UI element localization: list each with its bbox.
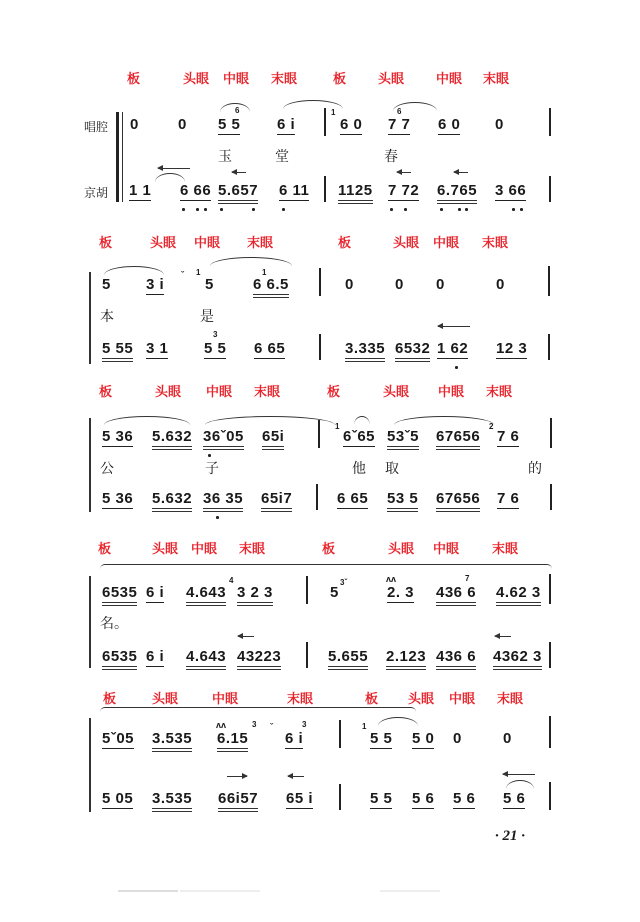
bowing-arrow-left [158,168,190,169]
beat-label: 末眼 [482,236,509,251]
grace-note: 1 [335,422,340,431]
vocal-note: 7 6 [497,428,520,445]
vocal-note: 3 i [146,276,165,293]
slur [155,173,185,182]
slur [354,416,370,425]
lyric: 玉 [218,149,232,165]
vocal-note: 65i [262,428,284,450]
beat-label: 板 [98,542,112,557]
low-octave-dot [390,208,393,211]
beat-label: 板 [327,385,341,400]
jinghu-note: 6535 [102,648,137,670]
grace-note: 2 [489,422,494,431]
beat-label: 中眼 [206,385,233,400]
scan-artifact [380,890,440,892]
beat-label: 中眼 [433,236,460,251]
low-octave-dot [182,208,185,211]
slur [210,257,292,266]
beat-label: 末眼 [492,542,519,557]
jinghu-note: 12 3 [496,340,528,357]
lyric: 名。 [100,616,128,632]
vocal-note: 5 [330,584,339,601]
jinghu-note: 5 55 [102,340,133,362]
lyric: 的 [528,461,542,477]
bowing-arrow-left [503,774,535,775]
jinghu-note: 5 6 [412,790,435,807]
grace-note: 1 [331,108,336,117]
jinghu-note: 4362 3 [493,648,542,670]
breath-mark: ˇ [181,270,184,280]
vocal-note: 67656 [436,428,480,450]
jinghu-note: 66i57 [218,790,258,812]
barline [549,108,551,136]
beat-label: 头眼 [152,692,179,707]
beat-label: 头眼 [155,385,182,400]
beat-labels-system-5 [0,688,640,706]
bowing-arrow-right [227,776,247,777]
low-octave-dot [282,208,285,211]
grace-note: 1 [196,268,201,277]
jinghu-staff-system-4 [0,648,640,672]
low-octave-dot [404,208,407,211]
vocal-note: 5 [102,276,111,293]
jinghu-note: 65i7 [261,490,292,512]
long-slur [100,564,552,569]
barline [306,576,308,604]
beat-label: 头眼 [383,385,410,400]
grace-note: 7 [465,574,470,583]
vocal-note: 0 [345,276,354,293]
beat-label: 末眼 [486,385,513,400]
jinghu-note: 6.765 [437,182,477,204]
lyric: 本 [100,309,114,325]
barline [339,784,341,810]
bowing-arrow-left [238,636,254,637]
vocal-note: 4.643 [186,584,226,606]
beat-label: 末眼 [483,72,510,87]
grace-note: 3 [213,330,218,339]
vocal-note: 6 i [285,730,304,747]
grace-note: 1 [262,268,267,277]
lyric: 公 [100,461,114,477]
bowing-arrow-left [397,172,411,173]
vocal-note: 6 i [146,584,165,601]
beat-label: 板 [99,236,113,251]
vocal-note: 53ˇ5 [387,428,419,450]
barline [324,176,326,202]
jinghu-note: 6 11 [279,182,310,199]
beat-label: 中眼 [212,692,239,707]
beat-label: 末眼 [287,692,314,707]
jinghu-note: 5 6 [503,790,526,807]
bowing-arrow-left [495,636,511,637]
vocal-note: 5 5 [218,116,241,133]
barline [550,418,552,448]
low-octave-dot [204,208,207,211]
jinghu-note: 5 5 [204,340,227,357]
tremolo-mark: ʌʌ [216,720,227,730]
beat-label: 末眼 [497,692,524,707]
jinghu-note: 6532 [395,340,430,362]
jinghu-note: 5 05 [102,790,134,807]
jinghu-note: 1 62 [437,340,469,357]
barline [319,268,321,296]
grace-note: 3 [302,720,307,729]
vocal-note: 2. 3 [387,584,415,601]
vocal-note: 5 [205,276,214,293]
lyric: 春 [384,149,398,165]
vocal-note: 6.15 [217,730,248,752]
barline [318,420,320,448]
low-octave-dot [458,208,461,211]
beat-labels-system-1 [0,68,640,86]
jinghu-note: 2.123 [386,648,426,670]
jinghu-note: 5 5 [370,790,393,807]
vocal-note: 5ˇ05 [102,730,135,747]
jinghu-note: 6 65 [337,490,369,507]
grace-note: 6 [235,106,240,115]
barline [316,484,318,510]
vocal-note: 3.535 [152,730,192,752]
lyric: 他 [352,461,366,477]
vocal-staff-system-3 [0,422,640,452]
vocal-note: 0 [496,276,505,293]
barline [549,782,551,810]
page-number: · 21 · [495,828,525,844]
jinghu-note: 5.655 [328,648,368,670]
beat-label: 中眼 [438,385,465,400]
slur [205,416,335,425]
long-slur [100,707,416,712]
jinghu-note: 3 66 [495,182,527,199]
jinghu-note: 3.335 [345,340,385,362]
slur [378,717,418,726]
beat-label: 头眼 [388,542,415,557]
jinghu-note: 36 35 [203,490,243,512]
vocal-note: 6 0 [340,116,363,133]
beat-label: 中眼 [194,236,221,251]
beat-label: 板 [338,236,352,251]
beat-label: 板 [127,72,141,87]
vocal-note: 0 [495,116,504,133]
scan-artifact [180,890,260,892]
jinghu-note: 5 6 [453,790,476,807]
low-octave-dot [520,208,523,211]
barline [549,716,551,748]
tremolo-mark: ʌʌ [386,574,397,584]
low-octave-dot [220,208,223,211]
jinghu-note: 7 72 [388,182,420,199]
bowing-arrow-left [288,776,304,777]
vocal-note: 0 [395,276,404,293]
beat-label: 中眼 [433,542,460,557]
vocal-note: 6535 [102,584,137,606]
barline [550,484,552,510]
slur [394,416,494,425]
beat-label: 板 [322,542,336,557]
jinghu-staff-system-1 [0,182,640,206]
vocal-note: 3 2 3 [237,584,273,606]
breath-mark: ˇ [270,722,273,732]
jinghu-note: 3.535 [152,790,192,812]
beat-labels-system-4 [0,538,640,556]
vocal-staff-system-5 [0,720,640,754]
beat-label: 头眼 [152,542,179,557]
grace-note: 3 [252,720,257,729]
scan-artifact [118,890,178,892]
vocal-note: 0 [503,730,512,747]
beat-label: 中眼 [436,72,463,87]
beat-label: 头眼 [393,236,420,251]
barline [324,108,326,136]
beat-label: 中眼 [449,692,476,707]
barline [319,334,321,360]
jinghu-staff-system-3 [0,490,640,514]
beat-label: 板 [99,385,113,400]
jinghu-note: 7 6 [497,490,520,507]
jinghu-note: 6 65 [254,340,286,357]
beat-label: 头眼 [378,72,405,87]
jinghu-note: 6 66 [180,182,212,199]
beat-label: 中眼 [191,542,218,557]
vocal-note: 7 7 [388,116,411,133]
vocal-staff-system-1 [0,106,640,140]
slur [104,266,164,275]
beat-label: 板 [103,692,117,707]
lyric: 是 [200,309,214,325]
low-octave-dot [455,366,458,369]
vocal-note: 6 i [277,116,296,133]
vocal-staff-system-4 [0,574,640,608]
jinghu-note: 65 i [286,790,314,807]
barline [548,266,550,296]
barline [339,720,341,748]
beat-label: 板 [333,72,347,87]
low-octave-dot [252,208,255,211]
jinghu-note: 4.643 [186,648,226,670]
vocal-note: 5.632 [152,428,192,450]
vocal-note: 5 36 [102,428,134,445]
low-octave-dot [208,454,211,457]
jinghu-staff-system-5 [0,790,640,814]
beat-labels-system-3 [0,381,640,399]
slur [506,780,534,789]
low-octave-dot [196,208,199,211]
grace-note: 3ˇ [340,578,348,587]
lyric: 取 [385,461,399,477]
barline [549,574,551,604]
vocal-note: 0 [453,730,462,747]
grace-note: 4 [229,576,234,585]
beat-label: 末眼 [271,72,298,87]
vocal-note: 0 [436,276,445,293]
jinghu-note: 67656 [436,490,480,512]
low-octave-dot [216,516,219,519]
jinghu-note: 1 1 [129,182,152,199]
jinghu-note: 5.632 [152,490,192,512]
beat-label: 末眼 [247,236,274,251]
vocal-note: 436 6 [436,584,476,606]
jinghu-note: 5.657 [218,182,258,204]
jinghu-note: 436 6 [436,648,476,670]
jinghu-note: 6 i [146,648,165,665]
jinghu-note: 5 36 [102,490,134,507]
low-octave-dot [512,208,515,211]
barline [549,176,551,202]
vocal-note: 0 [130,116,139,133]
slur [104,416,190,425]
jinghu-note: 53 5 [387,490,418,512]
beat-label: 末眼 [239,542,266,557]
beat-label: 板 [365,692,379,707]
barline [548,334,550,360]
jinghu-note: 43223 [237,648,281,670]
grace-note: 1 [362,722,367,731]
grace-note: 6 [397,107,402,116]
lyric: 子 [205,461,219,477]
vocal-note: 6 6.5 [253,276,289,298]
vocal-note: 5 5 [370,730,393,747]
vocal-part-label: 唱腔 [84,120,109,134]
beat-label: 中眼 [223,72,250,87]
vocal-note: 36ˇ05 [203,428,244,450]
low-octave-dot [440,208,443,211]
barline [549,642,551,668]
vocal-note: 6ˇ65 [343,428,376,445]
bowing-arrow-left [454,172,468,173]
vocal-note: 0 [178,116,187,133]
beat-label: 头眼 [183,72,210,87]
lyric: 堂 [275,149,289,165]
jinghu-part-label: 京胡 [84,186,109,200]
vocal-note: 5 0 [412,730,435,747]
beat-label: 末眼 [254,385,281,400]
beat-labels-system-2 [0,232,640,250]
beat-label: 头眼 [408,692,435,707]
bowing-arrow-left [232,172,246,173]
low-octave-dot [465,208,468,211]
barline [306,642,308,668]
jinghu-note: 3 1 [146,340,169,357]
bowing-arrow-left [438,326,470,327]
jinghu-note: 1125 [338,182,373,204]
vocal-note: 6 0 [438,116,461,133]
vocal-note: 4.62 3 [496,584,541,606]
beat-label: 头眼 [150,236,177,251]
